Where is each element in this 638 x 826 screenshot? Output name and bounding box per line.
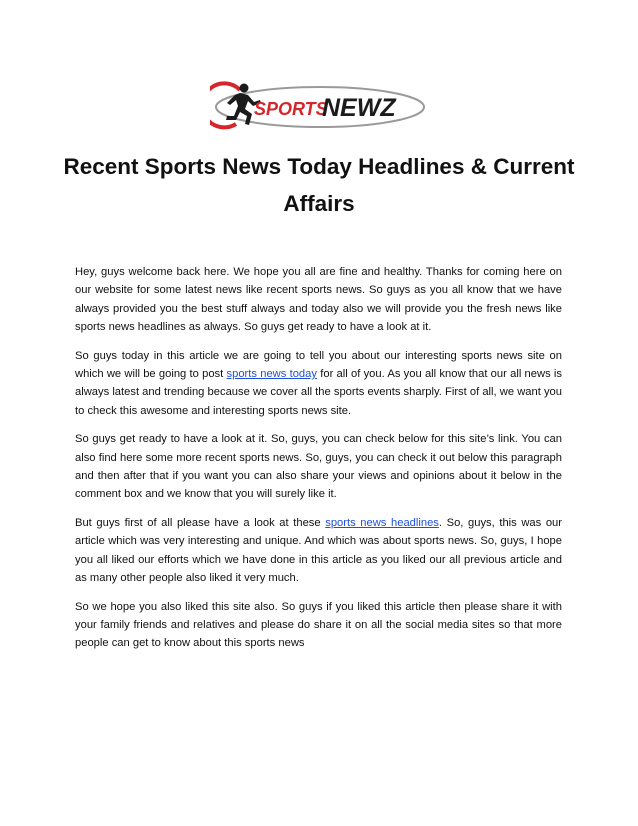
paragraph-4-text-before: But guys first of all please have a look at these xyxy=(75,516,326,529)
paragraph-4-text-after: . So, guys, this was our article which was very interesting and unique. And which was about sports news. So, guys, I hope you all liked our efforts which we have done in this article as you liked our all previous article and as many other people also liked it very much. xyxy=(75,516,563,585)
paragraph-2-text-before: So guys today in this article we are going to tell you about our interesting sports news site on which we will be going to post xyxy=(75,349,562,381)
sports-news-today-link[interactable]: sports news today xyxy=(226,368,317,381)
logo-text-sports: SPORTS xyxy=(254,99,328,119)
sports-newz-logo xyxy=(210,78,430,132)
article-body xyxy=(75,263,562,663)
paragraph-2-text-after: for all of you. As you all know that our all news is always latest and trending because we cover all the sports events sharply. First of all, we want you to check this awesome and interesting sports news site. xyxy=(75,368,563,417)
page-title: Recent Sports News Today Headlines & Current Affairs xyxy=(63,154,575,216)
paragraph-1: Hey, guys welcome back here. We hope you all are fine and healthy. Thanks for coming here on our website for some latest news like recent sports news. So guys as you all know that we have always provided you the best stuff always and today also we will provide you the fresh news like sports news headlines as always. So guys get ready to have a look at it. xyxy=(75,266,562,334)
paragraph-4 xyxy=(75,514,562,588)
paragraph-2 xyxy=(75,347,562,421)
logo-text-newz: NEWZ xyxy=(322,94,396,122)
sports-news-headlines-link[interactable]: sports news headlines xyxy=(325,516,439,529)
runner-logo-icon xyxy=(210,78,430,132)
paragraph-3: So guys get ready to have a look at it. So, guys, you can check below for this site’s link. You can also find here some more recent sports news. So, guys, you can check it out below this paragraph and then after that if you want you can also share your views and opinions about it below in the comment box and we know that you will surely like it. xyxy=(75,433,562,501)
paragraph-5: So we hope you also liked this site also. So guys if you liked this article then please share it with your family friends and relatives and please do share it on all the social media sites so that more people can get to know about this sports news xyxy=(75,600,562,650)
